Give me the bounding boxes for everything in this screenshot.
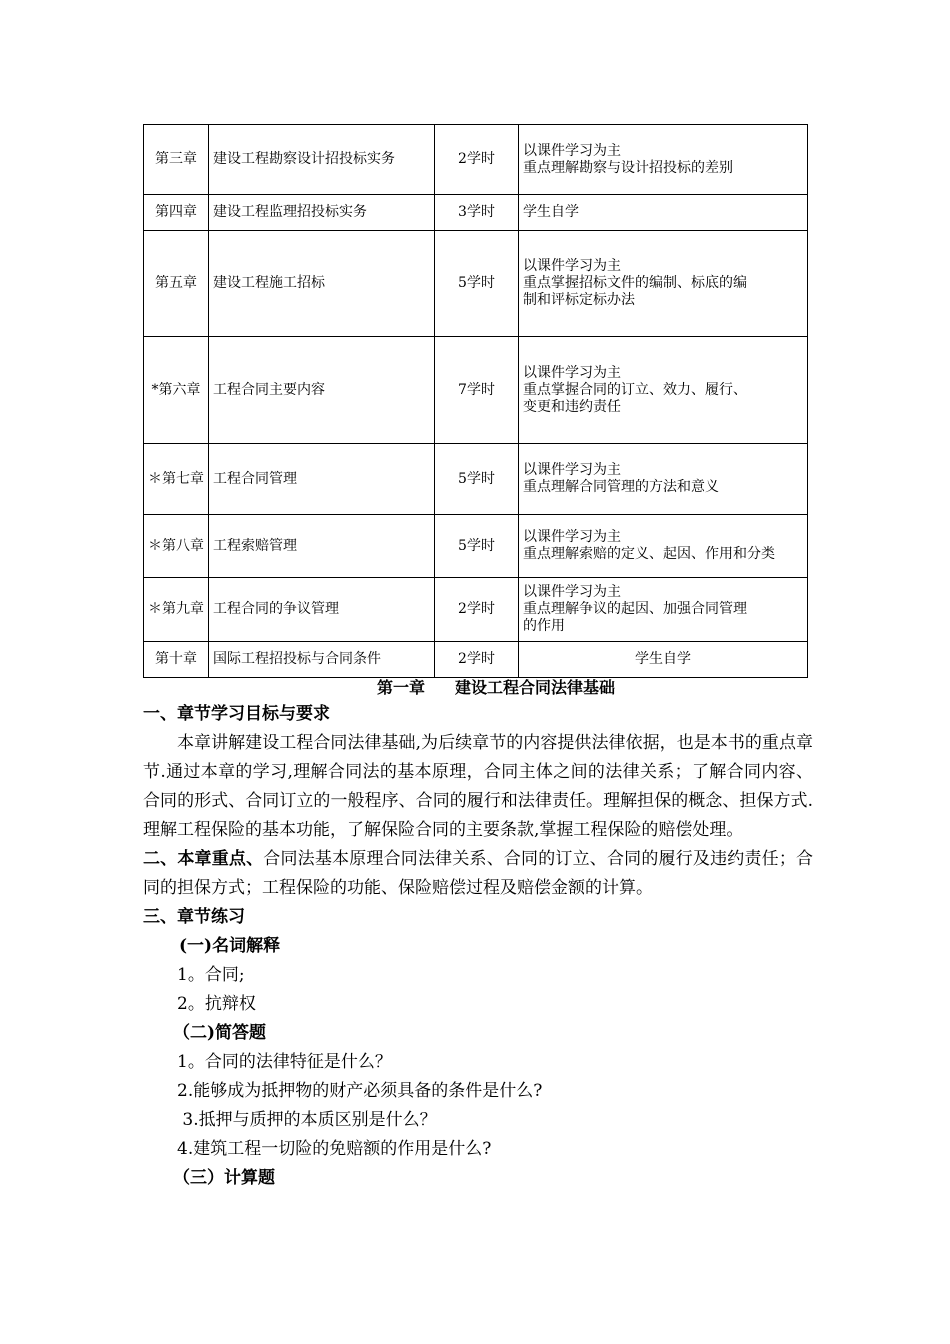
notes-cell — [519, 195, 808, 231]
chapter-cell: ＊第九章 — [144, 578, 209, 642]
chapter-cell: 第五章 — [144, 231, 209, 337]
sub1-title: (一)名词解释 — [179, 936, 281, 956]
note-line: 重点理解勘察与设计招投标的差别 — [523, 159, 733, 176]
title-cell: 建设工程施工招标 — [209, 231, 435, 337]
table-row — [144, 642, 808, 678]
note-line: 学生自学 — [523, 204, 579, 220]
note-line: 以课件学习为主 — [523, 462, 621, 478]
list-item: 3.抵押与质押的本质区别是什么？ — [177, 1110, 437, 1130]
note-line: 学生自学 — [635, 651, 691, 667]
table-row — [144, 195, 808, 231]
chapter-cell: ＊第七章 — [144, 444, 209, 515]
list-item: 2。抗辩权 — [177, 994, 256, 1014]
list-item: 2.能够成为抵押物的财产必须具备的条件是什么? — [177, 1081, 543, 1101]
chapter-number: 第一章 — [376, 678, 425, 697]
chapter-name: 建设工程合同法律基础 — [455, 678, 616, 697]
chapter-cell: 第三章 — [144, 125, 209, 195]
table-row — [144, 231, 808, 337]
hours-cell: 2学时 — [435, 125, 519, 195]
section1-heading: 一、章节学习目标与要求 — [143, 704, 330, 724]
section3-heading: 三、章节练习 — [143, 907, 245, 927]
note-line: 重点理解争议的起因、加强合同管理 — [523, 601, 747, 617]
hours-cell: 5学时 — [435, 444, 519, 515]
notes-cell — [519, 515, 808, 578]
chapter-title — [179, 676, 813, 700]
note-line: 制和评标定标办法 — [523, 292, 635, 308]
note-line: 以课件学习为主 — [523, 364, 621, 381]
note-line: 重点理解索赔的定义、起因、作用和分类 — [523, 546, 775, 562]
title-cell: 工程合同管理 — [209, 444, 435, 515]
hours-cell: 2学时 — [435, 578, 519, 642]
notes-cell — [519, 444, 808, 515]
note-line: 以课件学习为主 — [523, 529, 621, 545]
chapter-cell: ＊第八章 — [144, 515, 209, 578]
hours-cell: 5学时 — [435, 231, 519, 337]
title-cell: 工程索赔管理 — [209, 515, 435, 578]
note-line: 重点掌握合同的订立、效力、履行、 — [523, 381, 747, 398]
note-line: 以课件学习为主 — [523, 142, 621, 159]
title-cell: 国际工程招投标与合同条件 — [209, 642, 435, 678]
hours-cell: 5学时 — [435, 515, 519, 578]
chapter-cell: 第十章 — [144, 642, 209, 678]
hours-cell: 3学时 — [435, 195, 519, 231]
chapter-content — [143, 676, 813, 1193]
title-cell: 建设工程勘察设计招投标实务 — [209, 125, 435, 195]
note-line: 的作用 — [523, 618, 565, 634]
note-line: 以课件学习为主 — [523, 258, 621, 274]
section2-paragraph — [143, 845, 813, 903]
chapter-cell: 第四章 — [144, 195, 209, 231]
notes-cell — [519, 231, 808, 337]
section2-text: 合同法基本原理合同法律关系、合同的订立、合同的履行及违约责任；合同的担保方式；工程保险的功能、保险赔偿过程及赔偿金额的计算。 — [143, 849, 814, 898]
table-row — [144, 578, 808, 642]
sub3-title: （三）计算题 — [173, 1168, 275, 1188]
note-line: 重点理解合同管理的方法和意义 — [523, 479, 719, 495]
note-line: 以课件学习为主 — [523, 584, 621, 600]
title-cell: 工程合同的争议管理 — [209, 578, 435, 642]
course-schedule-table — [143, 124, 808, 678]
chapter-cell: *第六章 — [144, 337, 209, 444]
table-row — [144, 337, 808, 444]
table-row — [144, 125, 808, 195]
hours-cell: 2学时 — [435, 642, 519, 678]
notes-cell — [519, 125, 808, 195]
list-item: 1。合同; — [177, 965, 245, 985]
notes-cell — [519, 337, 808, 444]
table-row — [144, 444, 808, 515]
notes-cell — [519, 578, 808, 642]
title-cell: 工程合同主要内容 — [209, 337, 435, 444]
list-item: 1。合同的法律特征是什么？ — [177, 1052, 392, 1072]
section1-paragraph: 本章讲解建设工程合同法律基础,为后续章节的内容提供法律依据，也是本书的重点章节.通过本章的学习,理解合同法的基本原理，合同主体之间的法律关系；了解合同内容、合同的形式、合同订立的一般程序、合同的履行和法律责任。理解担保的概念、担保方式.理解工程保险的基本功能，了解保险合同的主要条款,掌握工程保险的赔偿处理。 — [143, 733, 813, 840]
list-item: 4.建筑工程一切险的免赔额的作用是什么? — [177, 1139, 492, 1159]
title-cell: 建设工程监理招投标实务 — [209, 195, 435, 231]
table-row — [144, 515, 808, 578]
note-line: 重点掌握招标文件的编制、标底的编 — [523, 275, 747, 291]
hours-cell: 7学时 — [435, 337, 519, 444]
note-line: 变更和违约责任 — [523, 398, 621, 415]
notes-cell — [519, 642, 808, 678]
section2-heading: 二、本章重点、 — [143, 849, 264, 869]
sub2-title: （二)简答题 — [173, 1023, 267, 1043]
